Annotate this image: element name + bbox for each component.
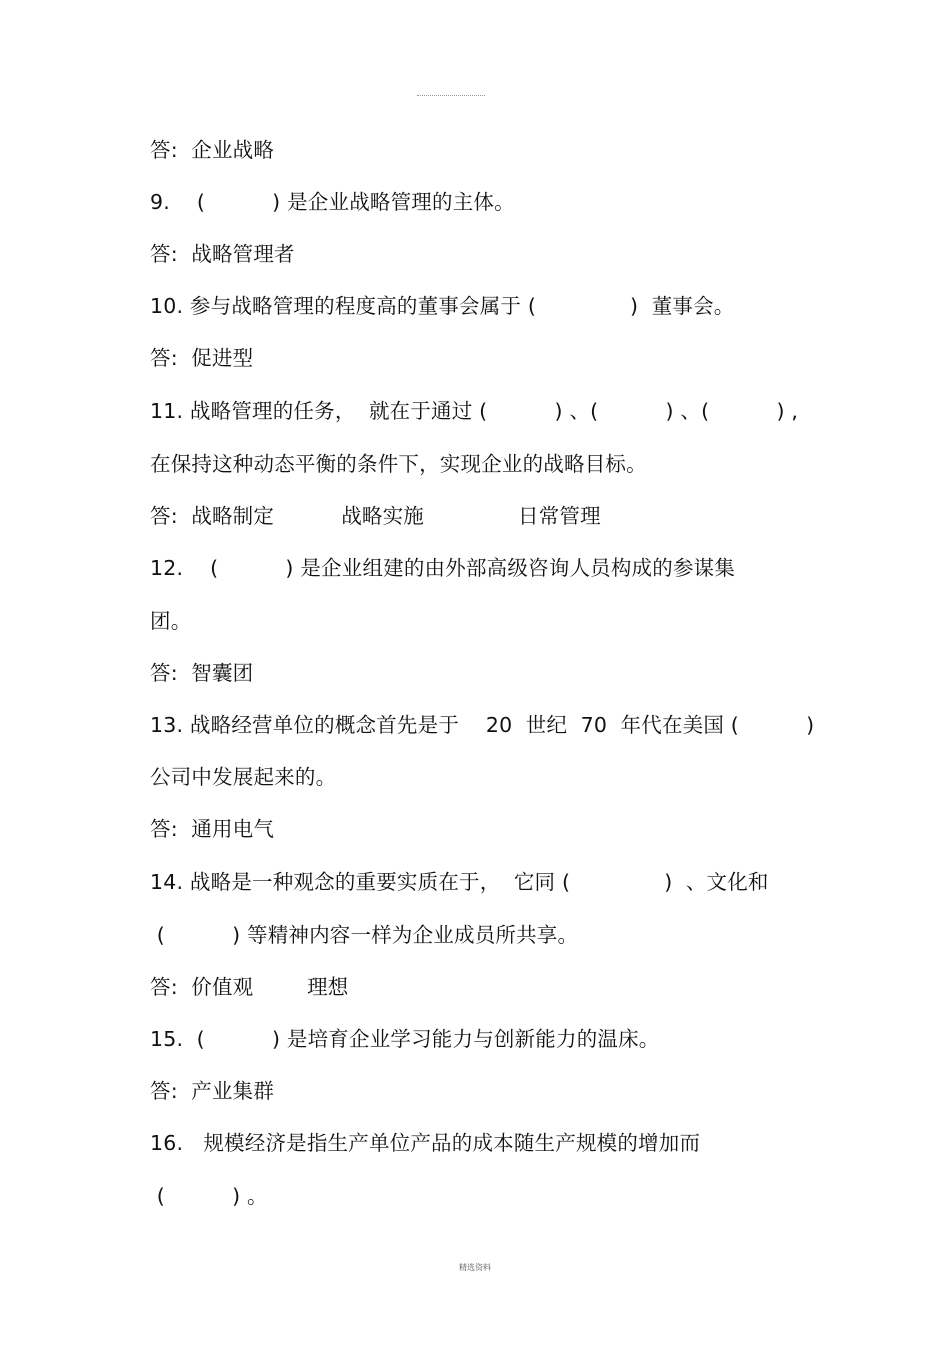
answer-line: 答: 促进型 bbox=[150, 346, 254, 370]
question-line: 16. 规模经济是指生产单位产品的成本随生产规模的增加而 bbox=[150, 1131, 701, 1155]
question-line: 14. 战略是一种观念的重要实质在于， 它同 ( ) 、文化和 bbox=[150, 870, 769, 894]
question-line-continued: ( ) 。 bbox=[150, 1184, 268, 1208]
question-line-continued: 团。 bbox=[150, 609, 192, 633]
question-line: 11. 战略管理的任务， 就在于通过 ( ) 、( ) 、( ) , bbox=[150, 399, 799, 423]
question-line-continued: 公司中发展起来的。 bbox=[150, 765, 337, 789]
answer-line: 答: 通用电气 bbox=[150, 817, 275, 841]
question-line: 12. ( ) 是企业组建的由外部高级咨询人员构成的参谋集 bbox=[150, 556, 736, 580]
answer-line: 答: 企业战略 bbox=[150, 138, 275, 162]
question-line: 15. ( ) 是培育企业学习能力与创新能力的温床。 bbox=[150, 1027, 660, 1051]
question-line: 10. 参与战略管理的程度高的董事会属于 ( ) 董事会。 bbox=[150, 294, 735, 318]
answer-line: 答: 战略制定 战略实施 日常管理 bbox=[150, 504, 601, 528]
question-line: 13. 战略经营单位的概念首先是于 20 世纪 70 年代在美国 ( ) bbox=[150, 713, 815, 737]
question-line-continued: ( ) 等精神内容一样为企业成员所共享。 bbox=[150, 923, 579, 947]
page-footer: 精选资料 bbox=[459, 1263, 491, 1272]
answer-line: 答: 价值观 理想 bbox=[150, 975, 349, 999]
answer-line: 答: 产业集群 bbox=[150, 1079, 275, 1103]
header-dotted-rule bbox=[417, 95, 485, 96]
question-line: 9. ( ) 是企业战略管理的主体。 bbox=[150, 190, 515, 214]
question-line-continued: 在保持这种动态平衡的条件下，实现企业的战略目标。 bbox=[150, 452, 647, 476]
answer-line: 答: 智囊团 bbox=[150, 661, 254, 685]
answer-line: 答: 战略管理者 bbox=[150, 242, 295, 266]
